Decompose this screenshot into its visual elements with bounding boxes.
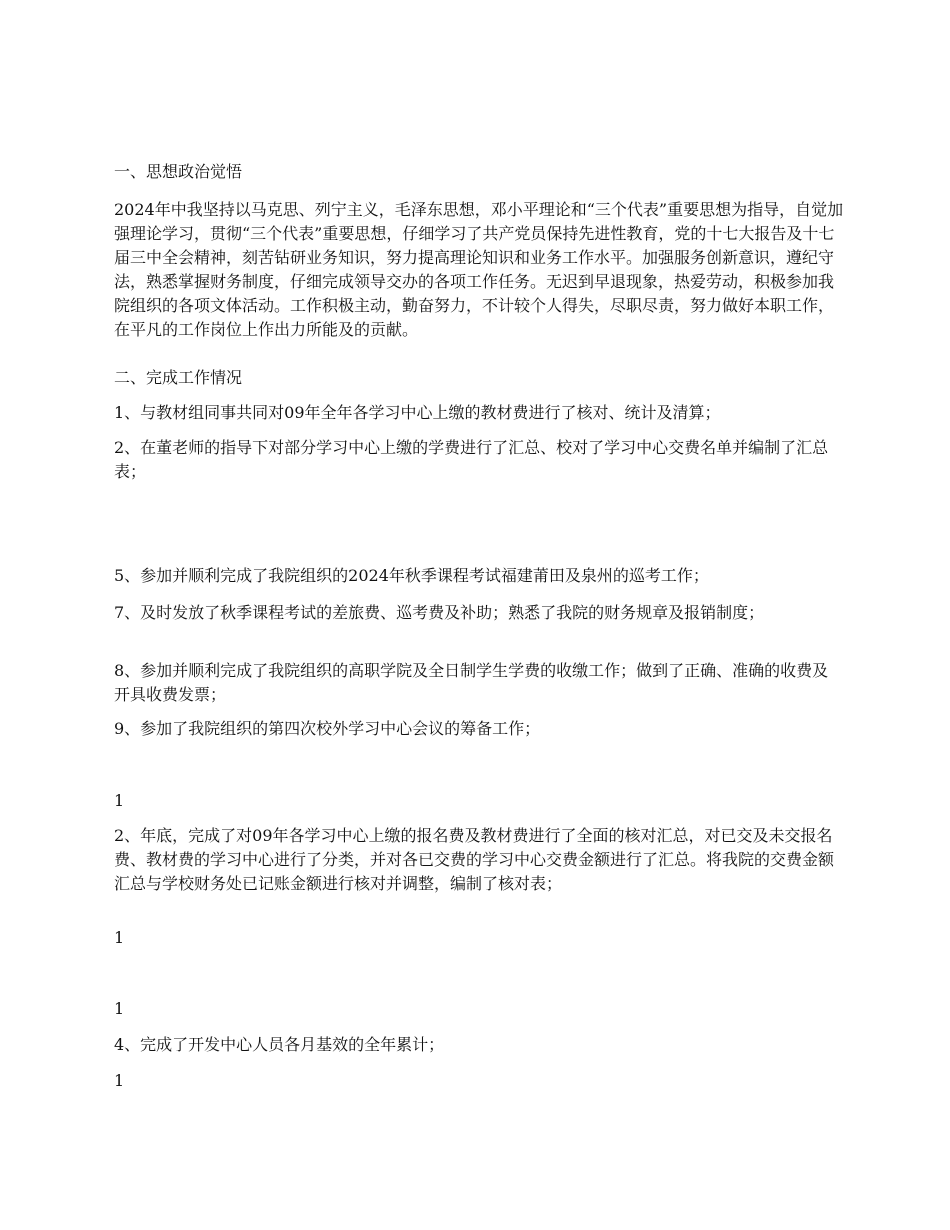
section-heading-political: 一、思想政治觉悟 bbox=[114, 162, 243, 181]
work-item-5: 5、参加并顺利完成了我院组织的2024年秋季课程考试福建莆田及泉州的巡考工作； bbox=[114, 566, 709, 585]
work-item-8: 8、参加并顺利完成了我院组织的高职学院及全日制学生学费的收缴工作；做到了正确、准确的收费及开具收费发票； bbox=[114, 661, 829, 704]
work-item-2: 2、在董老师的指导下对部分学习中心上缴的学费进行了汇总、校对了学习中心交费名单并编制了汇总表； bbox=[114, 438, 829, 481]
work-item-7: 7、及时发放了秋季课程考试的差旅费、巡考费及补助；熟悉了我院的财务规章及报销制度； bbox=[114, 603, 765, 622]
list-marker: 1 bbox=[114, 999, 125, 1018]
list-marker: 1 bbox=[114, 791, 125, 810]
section-heading-work: 二、完成工作情况 bbox=[114, 368, 243, 387]
work-item-9: 9、参加了我院组织的第四次校外学习中心会议的筹备工作； bbox=[114, 719, 541, 738]
list-marker: 1 bbox=[114, 928, 125, 947]
work-item-2b: 2、年底，完成了对09年各学习中心上缴的报名费及教材费进行了全面的核对汇总，对已交及未交报名费、教材费的学习中心进行了分类，并对各已交费的学习中心交费金额进行了汇总。将我院的交费金额汇总与学校财务处已记账金额进行核对并调整，编制了核对表； bbox=[114, 826, 835, 893]
work-item-4: 4、完成了开发中心人员各月基效的全年累计； bbox=[114, 1035, 445, 1054]
paragraph-political-awareness: 2024年中我坚持以马克思、列宁主义，毛泽东思想，邓小平理论和“三个代表”重要思想为指导，自觉加强理论学习，贯彻“三个代表”重要思想，仔细学习了共产党员保持先进性教育，党的十七大报告及十七届三中全会精神，刻苦钻研业务知识，努力提高理论知识和业务工作水平。加强服务创新意识，遵纪守法，熟悉掌握财务制度，仔细完成领导交办的各项工作任务。无迟到早退现象，热爱劳动，积极参加我院组织的各项文体活动。工作积极主动，勤奋努力，不计较个人得失，尽职尽责，努力做好本职工作，在平凡的工作岗位上作出力所能及的贡献。 bbox=[114, 200, 844, 339]
list-marker: 1 bbox=[114, 1071, 125, 1090]
work-item-1: 1、与教材组同事共同对09年全年各学习中心上缴的教材费进行了核对、统计及清算； bbox=[114, 403, 721, 422]
